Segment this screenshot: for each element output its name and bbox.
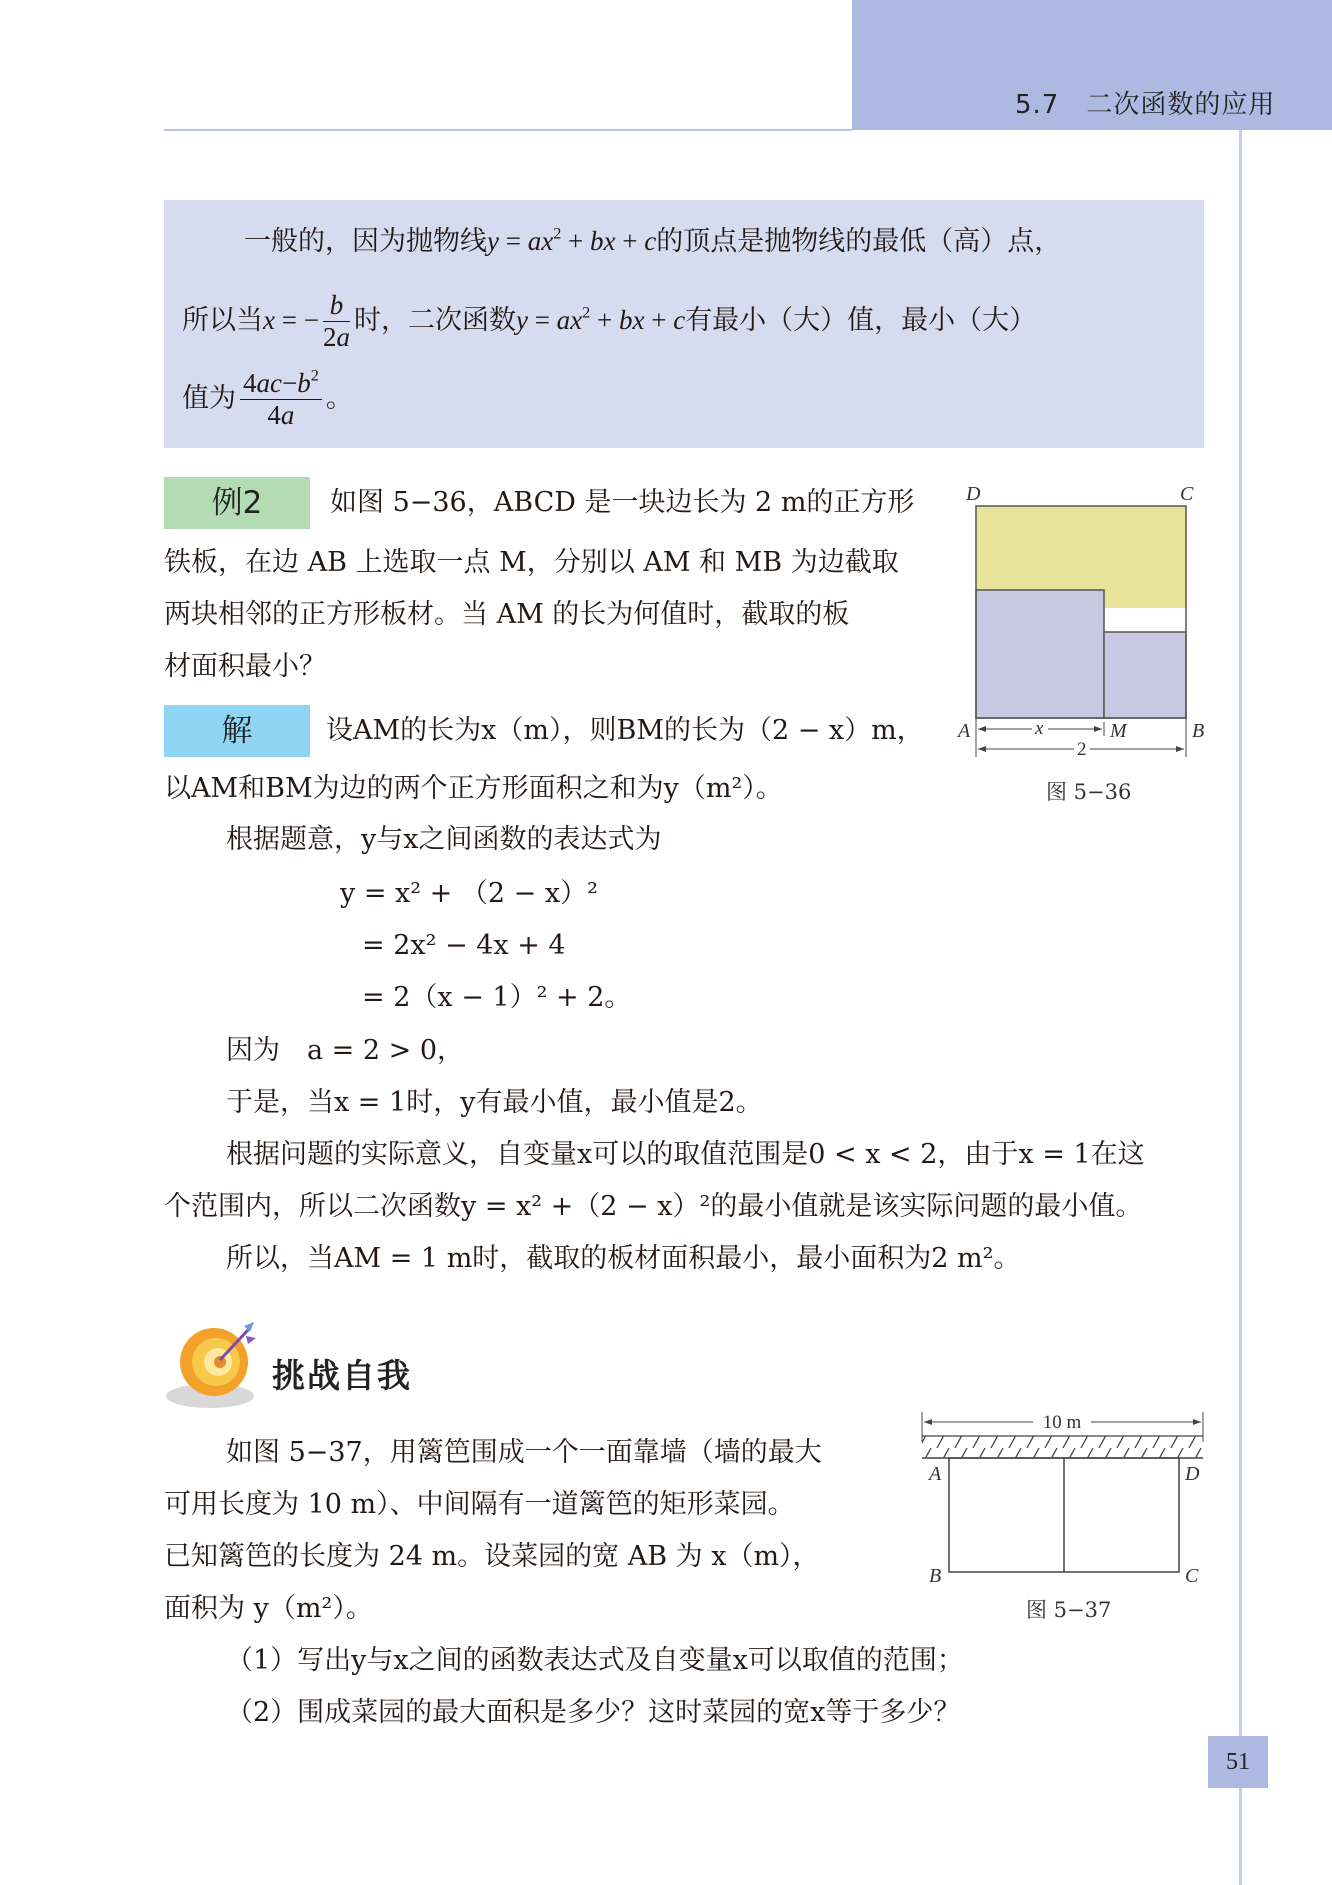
- solution-line-6: 根据问题的实际意义，自变量x可以的取值范围是0 < x < 2，由于x = 1在这: [226, 1139, 1145, 1170]
- label-D: D: [1185, 1463, 1200, 1485]
- example-tag: 例2: [164, 477, 310, 529]
- challenge-title: 挑战自我: [272, 1356, 412, 1395]
- summary-line-3: 值为 $\frac{4ac-b^2}{4a}$ 。: [182, 366, 353, 430]
- page-number: 51: [1208, 1736, 1268, 1788]
- label-B: B: [1192, 720, 1205, 742]
- challenge-line-2: 可用长度为 10 m）、中间隔有一道篱笆的矩形菜园。: [164, 1489, 795, 1520]
- solution-tag: 解: [164, 705, 310, 757]
- label-x: x: [1035, 718, 1044, 739]
- square-AM: [976, 590, 1104, 718]
- solution-line-1: 设AM的长为x（m），则BM的长为（2 − x）m，: [326, 715, 924, 746]
- equation-2: = 2x² − 4x + 4: [362, 930, 566, 961]
- header-rule: [164, 129, 852, 131]
- square-MB: [1104, 632, 1186, 718]
- figure-5-36-caption: 图 5−36: [1046, 780, 1132, 804]
- large-square-fill: [976, 506, 1186, 590]
- label-A: A: [929, 1463, 942, 1485]
- solution-line-8: 所以，当AM = 1 m时，截取的板材面积最小，最小面积为2 m²。: [226, 1243, 1021, 1274]
- wall-length-label: 10 m: [1042, 1412, 1082, 1433]
- figure-5-37: [915, 1404, 1210, 1588]
- solution-line-4: 因为 a = 2 > 0，: [226, 1035, 465, 1066]
- question-1: （1）写出y与x之间的函数表达式及自变量x可以取值的范围；: [226, 1645, 964, 1676]
- figure-5-36: [950, 480, 1220, 760]
- label-D: D: [966, 483, 981, 505]
- margin-rule: [1239, 130, 1242, 1885]
- label-C: C: [1185, 1565, 1199, 1587]
- example-line-4: 材面积最小？: [164, 651, 326, 682]
- label-A: A: [958, 720, 971, 742]
- solution-line-7: 个范围内，所以二次函数y = x² +（2 − x）²的最小值就是该实际问题的最小值。: [164, 1191, 1143, 1222]
- solution-line-2: 以AM和BM为边的两个正方形面积之和为y（m²）。: [164, 773, 783, 804]
- challenge-line-1: 如图 5−37，用篱笆围成一个一面靠墙（墙的最大: [226, 1437, 822, 1468]
- example-line-1: 如图 5−36，ABCD 是一块边长为 2 m的正方形: [330, 487, 915, 518]
- label-B: B: [929, 1565, 942, 1587]
- wall-hatch: [922, 1436, 1203, 1458]
- equation-3: = 2（x − 1）² + 2。: [362, 982, 632, 1013]
- solution-line-5: 于是，当x = 1时，y有最小值，最小值是2。: [226, 1087, 763, 1118]
- figure-5-37-caption: 图 5−37: [1026, 1598, 1112, 1622]
- example-line-2: 铁板，在边 AB 上选取一点 M，分别以 AM 和 MB 为边截取: [164, 547, 899, 578]
- summary-line-1: 一般的，因为抛物线$y = ax^2$ + bx + c的顶点是抛物线的最低（高）点，: [244, 224, 1062, 257]
- question-2: （2）围成菜园的最大面积是多少？这时菜园的宽x等于多少？: [226, 1697, 961, 1728]
- summary-line-2: 所以当x = − $\frac{b}{2a}$ 时，二次函数$y = ax^2$ + bx + c有最小（大）值，最小（大）: [182, 290, 1037, 352]
- example-line-3: 两块相邻的正方形板材。当 AM 的长为何值时，截取的板: [164, 599, 850, 630]
- challenge-line-4: 面积为 y（m²）。: [164, 1593, 373, 1624]
- equation-1: y = x² + （2 − x）²: [340, 878, 598, 909]
- label-2: 2: [1077, 739, 1087, 760]
- challenge-line-3: 已知篱笆的长度为 24 m。设菜园的宽 AB 为 x（m），: [164, 1541, 820, 1572]
- label-C: C: [1180, 483, 1194, 505]
- section-title: 5.7 二次函数的应用: [1015, 90, 1276, 120]
- label-M: M: [1110, 720, 1127, 742]
- target-icon: [160, 1316, 265, 1416]
- solution-line-3: 根据题意，y与x之间函数的表达式为: [226, 824, 662, 855]
